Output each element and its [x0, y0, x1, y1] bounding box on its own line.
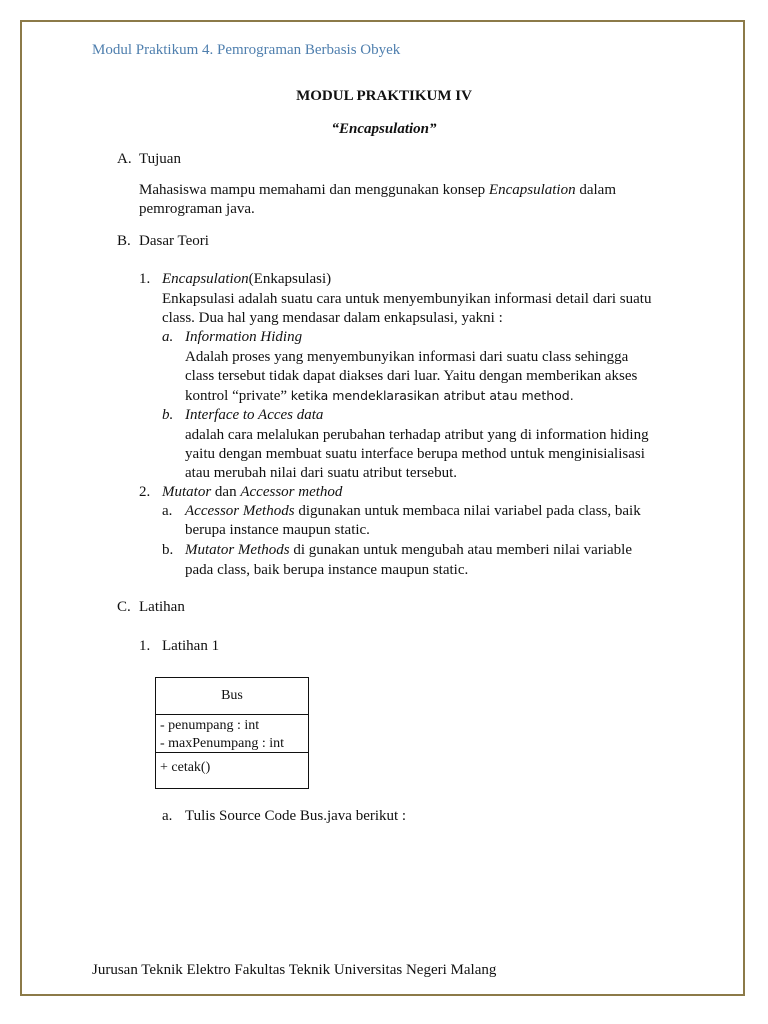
b1b-line3: atau merubah nilai dari suatu atribut tersebut.	[185, 465, 457, 481]
uml-class-name: Bus	[156, 678, 308, 715]
b1b-marker: b.	[162, 407, 174, 423]
b2a-marker: a.	[162, 503, 173, 519]
b1a-marker: a.	[162, 329, 174, 345]
b2b-marker: b.	[162, 542, 174, 558]
section-c-marker: C.	[117, 599, 131, 615]
b1-line2: class. Dua hal yang mendasar dalam enkapsulasi, yakni :	[162, 310, 503, 326]
c1-label: Latihan 1	[162, 638, 220, 654]
section-a-line2: pemrograman java.	[139, 201, 255, 217]
uml-methods	[156, 753, 308, 788]
uml-attribute: - penumpang : int	[160, 718, 260, 733]
section-a-line1: Mahasiswa mampu memahami dan menggunakan konsep Encapsulation dalam	[139, 182, 616, 198]
b1-title: Encapsulation(Enkapsulasi)	[162, 271, 332, 287]
section-c-heading: Latihan	[139, 599, 185, 615]
c1a-text: Tulis Source Code Bus.java berikut :	[185, 808, 407, 824]
b1-line1: Enkapsulasi adalah suatu cara untuk menyembunyikan informasi detail dari suatu	[162, 291, 652, 307]
c1a-marker: a.	[162, 808, 173, 824]
section-a-marker: A.	[117, 151, 132, 167]
b1a-line1: Adalah proses yang menyembunyikan informasi dari suatu class sehingga	[185, 349, 629, 365]
running-header: Modul Praktikum 4. Pemrograman Berbasis Obyek	[92, 42, 401, 58]
uml-attributes	[156, 715, 308, 753]
b1a-title: Information Hiding	[185, 329, 303, 345]
b1a-line3: kontrol “private” ketika mendeklarasikan atribut atau method.	[185, 388, 574, 404]
b1b-line1: adalah cara melalukan perubahan terhadap atribut yang di information hiding	[185, 427, 649, 443]
uml-attribute: - maxPenumpang : int	[160, 736, 285, 751]
b1-marker: 1.	[139, 271, 151, 287]
uml-class-diagram	[155, 677, 309, 789]
b1a-line2: class tersebut tidak dapat diakses dari luar. Yaitu dengan memberikan akses	[185, 368, 638, 384]
section-b-heading: Dasar Teori	[139, 233, 209, 249]
document-title: MODUL PRAKTIKUM IV	[296, 88, 472, 104]
b2-title: Mutator dan Accessor method	[162, 484, 343, 500]
b2b-line1: Mutator Methods di gunakan untuk mengubah atau memberi nilai variable	[185, 542, 632, 558]
running-footer: Jurusan Teknik Elektro Fakultas Teknik Universitas Negeri Malang	[92, 962, 497, 978]
b2a-line1: Accessor Methods digunakan untuk membaca nilai variabel pada class, baik	[185, 503, 641, 519]
b2-marker: 2.	[139, 484, 151, 500]
section-a-heading: Tujuan	[139, 151, 181, 167]
b1b-title: Interface to Acces data	[185, 407, 324, 423]
b2b-line2: pada class, baik berupa instance maupun static.	[185, 562, 469, 578]
c1-marker: 1.	[139, 638, 151, 654]
b2a-line2: berupa instance maupun static.	[185, 522, 370, 538]
uml-method: + cetak()	[160, 760, 211, 775]
document-subtitle: “Encapsulation”	[331, 121, 437, 137]
section-b-marker: B.	[117, 233, 131, 249]
b1b-line2: yaitu dengan membuat suatu interface berupa method untuk menginisialisasi	[185, 446, 645, 462]
